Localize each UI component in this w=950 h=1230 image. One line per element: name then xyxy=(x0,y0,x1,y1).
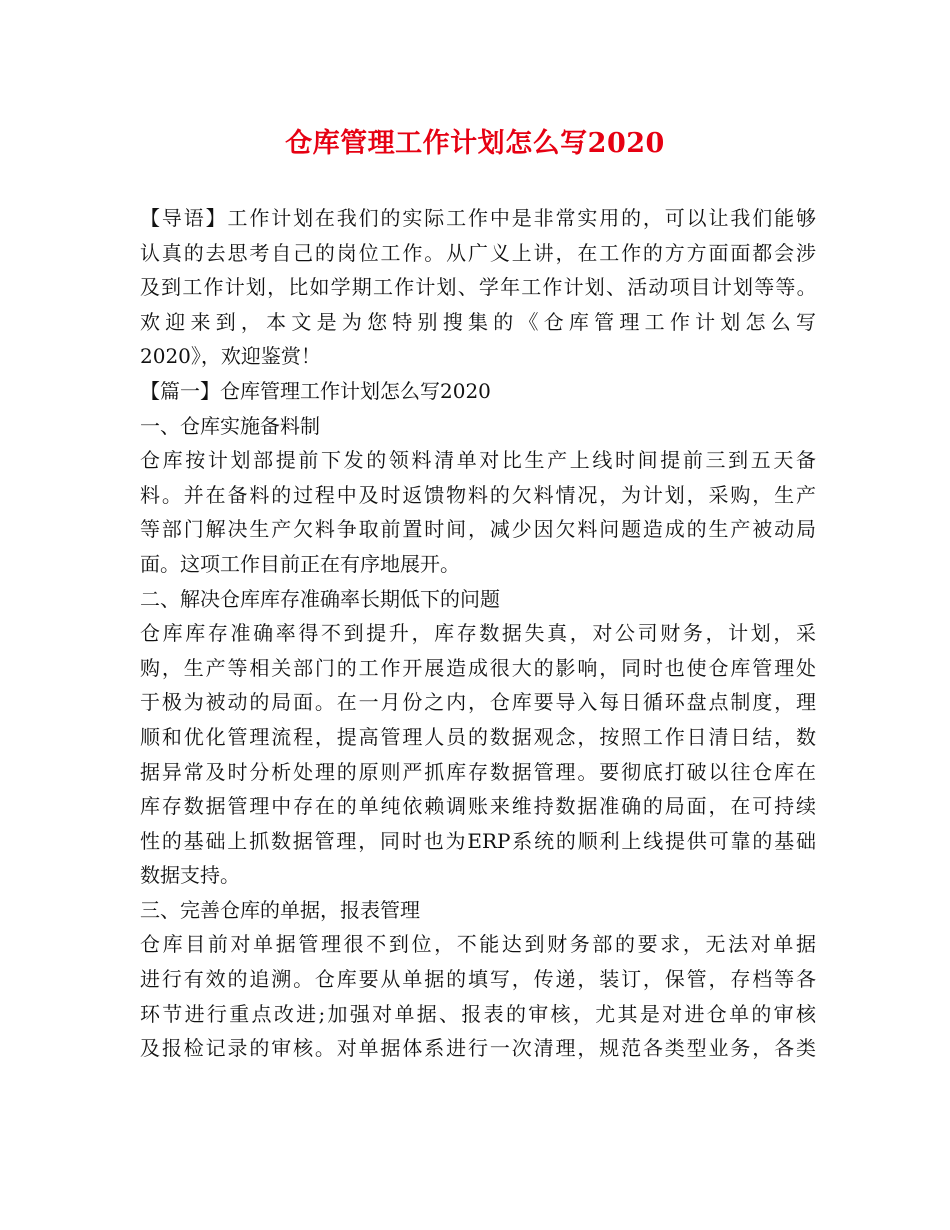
body-line-25: 及报检记录的审核。对单据体系进行一次清理，规范各类型业务，各类 xyxy=(140,1036,816,1061)
body-line-1: 【导语】工作计划在我们的实际工作中是非常实用的，可以让我们能够 xyxy=(140,206,816,230)
body-line-16: 顺和优化管理流程，提高管理人员的数据观念，按照工作日清日结，数 xyxy=(140,724,816,749)
body-line-2: 认真的去思考自己的岗位工作。从广义上讲，在工作的方方面面都会涉 xyxy=(140,240,816,265)
body-line-17: 据异常及时分析处理的原则严抓库存数据管理。要彻底打破以往仓库在 xyxy=(140,759,816,784)
body-line-9: 料。并在备料的过程中及时返馈物料的欠料情况，为计划，采购，生产 xyxy=(140,482,816,507)
body-line-10: 等部门解决生产欠料争取前置时间，减少因欠料问题造成的生产被动局 xyxy=(140,517,816,542)
document-title: 仓库管理工作计划怎么写2020 xyxy=(285,128,665,159)
body-line-4: 欢迎来到，本文是为您特别搜集的《仓库管理工作计划怎么写 xyxy=(140,309,816,334)
document-body xyxy=(140,201,816,1066)
subheading-3: 三、完善仓库的单据，报表管理 xyxy=(140,897,420,922)
body-line-18: 库存数据管理中存在的单纯依赖调账来维持数据准确的局面，在可持续 xyxy=(140,794,816,819)
body-line-14: 购，生产等相关部门的工作开展造成很大的影响，同时也使仓库管理处 xyxy=(140,655,816,680)
body-line-22: 仓库目前对单据管理很不到位，不能达到财务部的要求，无法对单据 xyxy=(140,932,816,957)
body-line-23: 进行有效的追溯。仓库要从单据的填写，传递，装订，保管，存档等各 xyxy=(140,967,816,992)
body-line-3: 及到工作计划，比如学期工作计划、学年工作计划、活动项目计划等等。 xyxy=(140,275,816,300)
subheading-2: 二、解决仓库库存准确率长期低下的问题 xyxy=(140,586,500,611)
body-line-20: 数据支持。 xyxy=(140,863,240,888)
body-line-19: 性的基础上抓数据管理，同时也为ERP系统的顺利上线提供可靠的基础 xyxy=(140,828,816,853)
section-heading-1: 【篇一】仓库管理工作计划怎么写2020 xyxy=(140,378,491,403)
body-line-8: 仓库按计划部提前下发的领料清单对比生产上线时间提前三到五天备 xyxy=(140,448,816,473)
body-line-24: 环节进行重点改进;加强对单据、报表的审核，尤其是对进仓单的审核 xyxy=(140,1001,816,1026)
subheading-1: 一、仓库实施备料制 xyxy=(140,413,320,438)
body-line-13: 仓库库存准确率得不到提升，库存数据失真，对公司财务，计划，采 xyxy=(140,621,816,646)
body-line-11: 面。这项工作目前正在有序地展开。 xyxy=(140,551,460,576)
body-line-5: 2020》，欢迎鉴赏！ xyxy=(140,344,321,369)
body-line-15: 于极为被动的局面。在一月份之内，仓库要导入每日循环盘点制度，理 xyxy=(140,690,816,715)
